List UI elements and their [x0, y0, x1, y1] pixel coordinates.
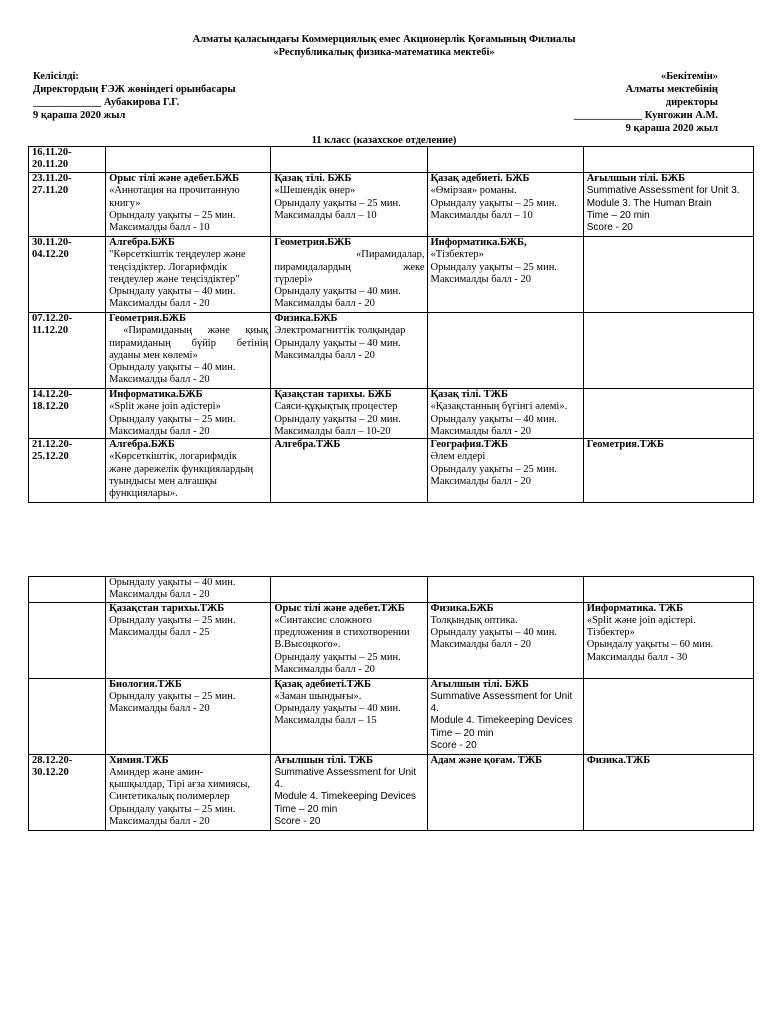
assessment-detail: «Пирамиданың және қиық [123, 325, 269, 337]
assessment-detail: Максималды балл – 10 [430, 209, 533, 221]
assessment-detail: Электромагниттік толқындар [274, 325, 406, 337]
assessment-cell [106, 389, 271, 439]
assessment-cell [427, 439, 583, 503]
assessment-detail: Синтетикалық полимерлер [109, 791, 230, 803]
assessment-cell [583, 173, 753, 237]
assessment-detail: Максималды балл - 20 [109, 374, 210, 386]
assessment-cell [106, 173, 271, 237]
assessment-cell [271, 237, 427, 313]
schedule-row [29, 237, 754, 313]
assessment-detail: Орындалу уақыты – 25 мин. [430, 463, 557, 475]
assessment-detail: түрлері» [274, 273, 313, 285]
assessment-detail: Орындалу уақыты – 40 мин. [274, 337, 401, 349]
assessment-cell [271, 147, 427, 173]
assessment-detail: Орындалу уақыты – 20 мин. [274, 413, 401, 425]
assessment-cell [271, 678, 427, 754]
assessment-cell [106, 577, 271, 603]
schedule-row [29, 754, 754, 830]
assessment-detail: Score - 20 [586, 222, 633, 234]
assessment-detail: Максималды балл - 20 [109, 816, 210, 828]
assessment-cell [427, 173, 583, 237]
assessment-detail: Орындалу уақыты – 25 мин. [109, 803, 236, 815]
assessment-detail: Орындалу уақыты – 25 мин. [109, 413, 236, 425]
assessment-detail: Module 4. Timekeeping Devices [430, 715, 573, 727]
assessment-cell [427, 577, 583, 603]
date-text: 30.11.20- [32, 237, 72, 248]
assessment-cell [427, 237, 583, 313]
assessment-detail: «Пирамидалар, [356, 249, 425, 261]
assessment-detail: Максималды балл - 20 [274, 349, 375, 361]
date-text: 25.12.20 [32, 451, 69, 463]
title-line-1: Алматы қаласындағы Коммерциялық емес Акционерлік Қоғамының Филиалы [192, 34, 576, 45]
date-text: 20.11.20 [32, 159, 69, 171]
assessment-detail: Орындалу уақыты – 40 мин. [274, 703, 401, 715]
assessment-detail: Толқындық оптика. [430, 614, 518, 626]
assessment-detail: Максималды балл - 20 [109, 425, 210, 437]
subject-title: География.ТЖБ [430, 439, 509, 451]
approval-left-line: Келісілді: [33, 71, 79, 82]
assessment-detail: және дәрежелік функциялардың [109, 463, 254, 475]
subject-title: Қазақ әдебиеті. БЖБ [430, 173, 530, 184]
assessment-detail: Максималды балл - 20 [274, 298, 375, 310]
approval-right-line: 9 қараша 2020 жыл [625, 123, 718, 134]
assessment-detail: Максималды балл - 25 [109, 627, 210, 639]
date-text: 27.11.20 [32, 185, 69, 197]
assessment-cell [583, 147, 753, 173]
week-date-cell [29, 439, 106, 503]
approval-left-line: _____________ Аубакирова Г.Г. [33, 97, 180, 108]
assessment-detail: Максималды балл - 20 [430, 425, 532, 437]
assessment-detail: Максималды балл - 20 [430, 639, 532, 651]
schedule-table-page1 [28, 146, 754, 503]
subject-title: Информатика.БЖБ, [430, 237, 527, 248]
assessment-cell [583, 389, 753, 439]
class-title: 11 класс (казахское отделение) [311, 135, 457, 146]
assessment-cell [271, 754, 427, 830]
schedule-row [29, 439, 754, 503]
assessment-detail: қышқылдар, Тірі ағза химиясы, [109, 779, 251, 791]
assessment-cell [427, 602, 583, 678]
assessment-cell [106, 439, 271, 503]
assessment-cell [427, 147, 583, 173]
approval-left-line: 9 қараша 2020 жыл [33, 110, 126, 121]
subject-title: Физика.БЖБ [430, 602, 494, 614]
assessment-detail: Time – 20 min [430, 727, 494, 739]
date-text: 21.12.20- [32, 439, 73, 451]
assessment-cell [583, 313, 753, 389]
approval-left-line: Директордың ҒЭЖ жөніндегі орынбасары [33, 84, 236, 95]
assessment-detail: Time – 20 min [586, 209, 650, 221]
schedule-row [29, 313, 754, 389]
approval-right-line: _____________ Кунгожин А.М. [573, 110, 718, 121]
subject-title: Физика.ТЖБ [586, 754, 651, 766]
assessment-detail: Time – 20 min [274, 803, 338, 815]
approval-right-line: Алматы мектебінің [625, 84, 718, 95]
subject-title: Қазақ тілі. ТЖБ [430, 389, 508, 400]
assessment-detail: Орындалу уақыты – 25 мин. [109, 614, 236, 626]
assessment-detail: «Қазақстанның бүгінгі әлемі». [430, 401, 568, 413]
subject-title: Орыс тілі және әдебет.ТЖБ [274, 602, 405, 614]
subject-title: Қазақстан тарихы.ТЖБ [109, 602, 225, 614]
assessment-detail: Орындалу уақыты – 40 мин. [109, 577, 236, 588]
date-text: 23.11.20- [32, 173, 72, 184]
assessment-detail: предложения в стихотворении [274, 627, 410, 639]
assessment-detail: Максималды балл - 20 [109, 298, 210, 310]
assessment-cell [106, 678, 271, 754]
subject-title: Ағылшын тілі. БЖБ [430, 678, 529, 690]
subject-title: Қазақ тілі. БЖБ [274, 173, 352, 184]
subject-title: Информатика.БЖБ [109, 389, 203, 400]
subject-title: Ағылшын тілі. ТЖБ [274, 754, 373, 766]
assessment-cell [583, 678, 753, 754]
assessment-detail: Максималды балл - 20 [430, 273, 532, 285]
assessment-detail: Максималды балл - 10 [109, 222, 210, 234]
assessment-detail: «Split және join әдістері» [109, 401, 221, 413]
assessment-detail: пирамидалардың жеке [274, 261, 425, 273]
assessment-cell [427, 754, 583, 830]
assessment-cell [583, 754, 753, 830]
title-line-2: «Республикалық физика-математика мектебі» [273, 47, 495, 58]
date-text: 11.12.20 [32, 325, 69, 337]
approval-right-line: «Бекітемін» [660, 71, 718, 82]
week-date-cell [29, 678, 106, 754]
subject-title: Қазақ әдебиеті.ТЖБ [274, 678, 371, 690]
assessment-detail: пирамиданың бүйір бетінің [109, 337, 269, 349]
assessment-detail: 4. [274, 779, 283, 791]
schedule-row [29, 602, 754, 678]
week-date-cell [29, 577, 106, 603]
assessment-detail: Максималды балл – 15 [274, 715, 377, 727]
date-text: 28.12.20- [32, 754, 73, 766]
subject-title: Биология.ТЖБ [109, 678, 182, 690]
approval-right-line: директоры [665, 97, 718, 108]
week-date-cell [29, 754, 106, 830]
assessment-cell [427, 678, 583, 754]
week-date-cell [29, 389, 106, 439]
subject-title: Алгебра.БЖБ [109, 439, 175, 451]
subject-title: Геометрия.БЖБ [274, 237, 352, 248]
assessment-cell [583, 439, 753, 503]
assessment-detail: Максималды балл – 10-20 [274, 425, 391, 437]
assessment-detail: «Split және join әдістері. [586, 614, 696, 626]
week-date-cell [29, 237, 106, 313]
approval-block-right [574, 70, 718, 135]
assessment-detail: Аминдер және амин- [109, 766, 204, 778]
assessment-detail: Орындалу уақыты – 25 мин. [274, 651, 401, 663]
date-text: 16.11.20- [32, 147, 72, 158]
assessment-detail: Summative Assessment for Unit [430, 690, 573, 702]
document-title [0, 33, 768, 59]
assessment-detail: Максималды балл - 20 [430, 476, 532, 488]
assessment-detail: В.Высоцкого». [274, 639, 341, 651]
assessment-detail: Summative Assessment for Unit [274, 766, 417, 778]
subject-title: Геометрия.ТЖБ [586, 439, 664, 451]
assessment-cell [271, 173, 427, 237]
assessment-detail: Максималды балл - 20 [109, 703, 210, 715]
assessment-detail: функциялары». [109, 488, 178, 500]
assessment-detail: ауданы мен көлемі» [109, 349, 198, 361]
assessment-detail: Score - 20 [430, 740, 477, 752]
assessment-cell [271, 602, 427, 678]
schedule-row [29, 173, 754, 237]
assessment-detail: Орындалу уақыты – 25 мин. [274, 197, 401, 209]
assessment-cell [271, 389, 427, 439]
assessment-detail: Орындалу уақыты – 40 мин. [274, 286, 401, 298]
assessment-detail: Орындалу уақыты – 25 мин. [109, 690, 236, 702]
date-text: 30.12.20 [32, 766, 69, 778]
assessment-detail: Максималды балл – 10 [274, 209, 377, 221]
week-date-cell [29, 147, 106, 173]
assessment-detail: «Заман шындығы». [274, 690, 362, 702]
assessment-detail: "Көрсеткіштік теңдеулер және [109, 249, 246, 261]
assessment-cell [583, 577, 753, 603]
subject-title: Алгебра.БЖБ [109, 237, 175, 248]
assessment-detail: Максималды балл - 30 [586, 651, 688, 663]
assessment-detail: книгу» [109, 197, 141, 209]
schedule-row [29, 147, 754, 173]
assessment-detail: Орындалу уақыты – 40 мин. [430, 627, 557, 639]
subject-title: Алгебра.ТЖБ [274, 439, 341, 451]
subject-title: Ағылшын тілі. БЖБ [586, 173, 686, 184]
week-date-cell [29, 173, 106, 237]
assessment-cell [106, 237, 271, 313]
assessment-detail: Әлем елдері [430, 451, 486, 463]
approval-block-left [33, 70, 236, 122]
assessment-cell [106, 313, 271, 389]
schedule-table-page2 [28, 576, 754, 831]
assessment-cell [583, 602, 753, 678]
assessment-detail: «Синтаксис сложного [274, 614, 372, 626]
subject-title: Қазақстан тарихы. БЖБ [274, 389, 392, 400]
assessment-detail: Score - 20 [274, 816, 321, 828]
schedule-row [29, 389, 754, 439]
assessment-cell [427, 389, 583, 439]
assessment-detail: «Аннотация на прочитанную [109, 185, 240, 197]
assessment-detail: Summative Assessment for Unit 3. [586, 185, 740, 197]
date-text: 07.12.20- [32, 313, 73, 324]
assessment-detail: Module 3. The Human Brain [586, 197, 712, 209]
assessment-cell [106, 602, 271, 678]
assessment-detail: Орындалу уақыты – 60 мин. [586, 639, 714, 651]
assessment-cell [427, 313, 583, 389]
date-text: 14.12.20- [32, 389, 73, 400]
assessment-cell [271, 577, 427, 603]
assessment-detail: теңсіздіктер. Логарифмдік [109, 261, 228, 273]
assessment-detail: Максималды балл - 20 [274, 664, 375, 676]
assessment-cell [583, 237, 753, 313]
subject-title: Химия.ТЖБ [109, 754, 169, 766]
assessment-detail: «Көрсеткіштік, логарифмдік [109, 451, 237, 463]
assessment-detail: Тізбектер» [586, 627, 635, 639]
assessment-detail: 4. [430, 703, 439, 715]
subject-title: Физика.БЖБ [274, 313, 338, 324]
date-text: 18.12.20 [32, 401, 69, 413]
assessment-detail: туындысы мен алғашқы [109, 476, 217, 488]
assessment-detail: Орындалу уақыты – 25 мин. [430, 261, 557, 273]
assessment-detail: «Тізбектер» [430, 249, 484, 261]
assessment-detail: Module 4. Timekeeping Devices [274, 791, 417, 803]
week-date-cell [29, 602, 106, 678]
assessment-cell [271, 439, 427, 503]
assessment-detail: Максималды балл - 20 [109, 589, 210, 601]
schedule-row [29, 577, 754, 603]
subject-title: Орыс тілі және әдебет.БЖБ [109, 173, 240, 184]
assessment-detail: Орындалу уақыты – 40 мин. [430, 413, 557, 425]
subject-title: Информатика. ТЖБ [586, 602, 684, 614]
subject-title: Геометрия.БЖБ [109, 313, 186, 324]
assessment-detail: Орындалу уақыты – 40 мин. [109, 286, 236, 298]
subject-title: Адам және қоғам. ТЖБ [430, 754, 543, 766]
assessment-detail: «Өмірзая» романы. [430, 185, 517, 197]
assessment-cell [271, 313, 427, 389]
assessment-detail: Орындалу уақыты – 40 мин. [109, 362, 236, 374]
assessment-detail: Саяси-құқықтық процестер [274, 401, 398, 413]
assessment-detail: «Шешендік өнер» [274, 185, 356, 197]
schedule-row [29, 678, 754, 754]
assessment-detail: Орындалу уақыты – 25 мин. [430, 197, 557, 209]
week-date-cell [29, 313, 106, 389]
assessment-cell [106, 147, 271, 173]
assessment-detail: Орындалу уақыты – 25 мин. [109, 209, 236, 221]
date-text: 04.12.20 [32, 249, 69, 261]
assessment-detail: теңдеулер және теңсіздіктер" [109, 273, 240, 285]
assessment-cell [106, 754, 271, 830]
